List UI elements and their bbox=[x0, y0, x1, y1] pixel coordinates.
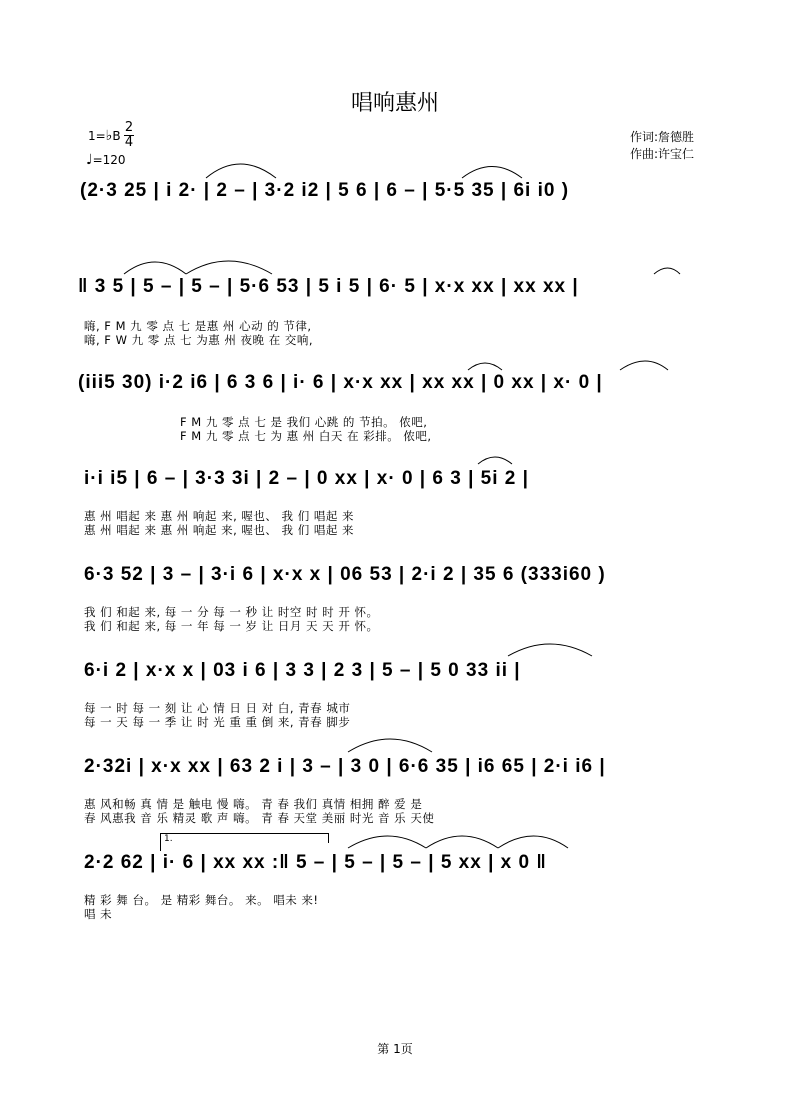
lyrics-row-6-verse-2: 每 一 天 每 一 季 让 时 光 重 重 倒 来, 青春 脚步 bbox=[84, 715, 351, 729]
composer-credit: 作曲:许宝仁 bbox=[630, 147, 695, 161]
tempo-value: =120 bbox=[92, 153, 126, 167]
tie-arc bbox=[206, 164, 276, 178]
lyrics-row-5-verse-2: 我 们 和起 来, 每 一 年 每 一 岁 让 日月 天 天 开 怀。 bbox=[84, 619, 379, 633]
volta-label: 1. bbox=[164, 834, 173, 844]
tie-arc bbox=[426, 836, 498, 848]
notation-row-2: ‖ 3 5 | 5 – | 5 – | 5·6 53 | 5 i 5 | 6· 5 | x·x xx | xx xx | bbox=[78, 276, 579, 297]
notation-row-1: (2·3 25 | i 2· | 2 – | 3·2 i2 | 5 6 | 6 – | 5·5 35 | 6i i0 ) bbox=[80, 180, 570, 201]
tie-arc bbox=[620, 361, 668, 370]
flat-sign: ♭ bbox=[105, 128, 113, 144]
lyricist-credit: 作词:詹德胜 bbox=[630, 130, 695, 144]
lyrics-row-6-verse-1: 每 一 时 每 一 刻 让 心 情 日 日 对 白, 青春 城市 bbox=[84, 701, 351, 715]
page-number: 第 1页 bbox=[377, 1042, 413, 1056]
lyrics-row-7-verse-2: 春 风惠我 音 乐 精灵 歌 声 嗨。 青 春 天堂 美丽 时光 音 乐 天使 bbox=[84, 811, 435, 825]
tie-arc bbox=[186, 261, 272, 274]
lyrics-row-8-verse-1: 精 彩 舞 台。 是 精彩 舞台。 来。 唱未 来! bbox=[84, 893, 319, 907]
lyrics-row-2-verse-1: 嗨, F M 九 零 点 七 是惠 州 心动 的 节律, bbox=[84, 319, 312, 333]
quarter-note-icon: ♩ bbox=[86, 152, 93, 168]
notation-row-3: (iii5 30) i·2 i6 | 6 3 6 | i· 6 | x·x xx | xx xx | 0 xx | x· 0 | bbox=[78, 372, 603, 393]
lyrics-row-8-verse-2: 唱 未 bbox=[84, 907, 113, 921]
lyrics-row-5-verse-1: 我 们 和起 来, 每 一 分 每 一 秒 让 时空 时 时 开 怀。 bbox=[84, 605, 379, 619]
lyrics-row-4-verse-1: 惠 州 唱起 来 惠 州 响起 来, 喔也、 我 们 唱起 来 bbox=[84, 509, 355, 523]
tie-arc bbox=[124, 262, 186, 274]
lyrics-row-4-verse-2: 惠 州 唱起 来 惠 州 响起 来, 喔也、 我 们 唱起 来 bbox=[84, 523, 355, 537]
tie-arc bbox=[508, 644, 592, 656]
song-title: 唱响惠州 bbox=[350, 91, 439, 116]
lyrics-row-3-verse-2: F M 九 零 点 七 为 惠 州 白天 在 彩排。 侬吧, bbox=[180, 429, 432, 443]
tie-arc bbox=[498, 836, 568, 848]
tie-arc bbox=[478, 457, 512, 464]
meter-bottom: 4 bbox=[124, 135, 134, 150]
tie-arc bbox=[348, 739, 432, 752]
notation-row-7: 2·32i | x·x xx | 63 2 i | 3 – | 3 0 | 6·6 35 | i6 65 | 2·i i6 | bbox=[84, 756, 606, 777]
key-note: B bbox=[112, 129, 121, 143]
lyrics-row-2-verse-2: 嗨, F W 九 零 点 七 为惠 州 夜晚 在 交响, bbox=[84, 333, 314, 347]
tie-arc bbox=[654, 268, 680, 274]
meter-top: 2 bbox=[124, 120, 134, 135]
lyrics-row-7-verse-1: 惠 风和畅 真 情 是 触电 慢 嗨。 青 春 我们 真情 相拥 醉 爱 是 bbox=[84, 797, 423, 811]
key-prefix: 1= bbox=[88, 129, 106, 143]
notation-row-8: 2·2 62 | i· 6 | xx xx :‖ 5 – | 5 – | 5 – | 5 xx | x 0 ‖ bbox=[84, 852, 547, 873]
tie-arc bbox=[468, 363, 502, 370]
notation-row-4: i·i i5 | 6 – | 3·3 3i | 2 – | 0 xx | x· 0 | 6 3 | 5i 2 | bbox=[84, 468, 529, 489]
tie-arc bbox=[462, 167, 522, 179]
tie-arc bbox=[348, 836, 426, 848]
notation-row-6: 6·i 2 | x·x x | 03 i 6 | 3 3 | 2 3 | 5 – | 5 0 33 ii | bbox=[84, 660, 521, 681]
lyrics-row-3-verse-1: F M 九 零 点 七 是 我们 心跳 的 节拍。 侬吧, bbox=[180, 415, 428, 429]
notation-row-5: 6·3 52 | 3 – | 3·i 6 | x·x x | 06 53 | 2·i 2 | 35 6 (333i60 ) bbox=[84, 564, 606, 585]
